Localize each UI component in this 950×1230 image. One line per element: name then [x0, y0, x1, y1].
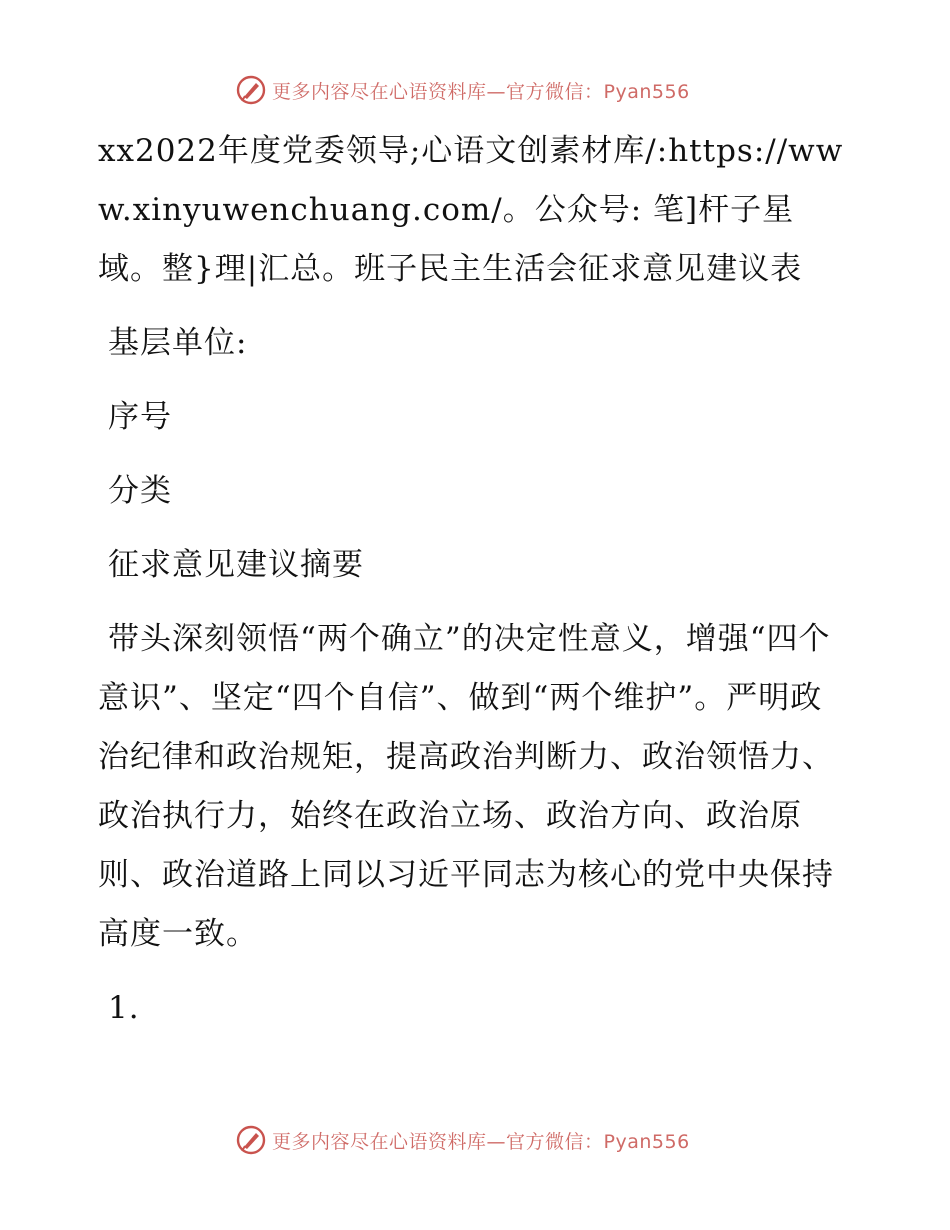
column-number: 序号	[108, 399, 172, 435]
footer-watermark	[236, 1123, 690, 1157]
column-summary: 征求意见建议摘要	[108, 547, 364, 583]
document-body	[98, 122, 850, 1053]
watermark-text: 更多内容尽在心语资料库—官方微信：Pyan556	[272, 1130, 690, 1153]
document-title: xx2022年度党委领导;心语文创素材库/:https://www.xinyuwenchuang.com/。公众号: 笔]杆子星域。整}理|汇总。班子民主生活会征求意见建议表	[98, 133, 844, 287]
watermark-text: 更多内容尽在心语资料库—官方微信：Pyan556	[272, 80, 690, 103]
item-text: 带头深刻领悟“两个确立”的决定性意义，增强“四个意识”、坚定“四个自信”、做到“两个维护”。严明政治纪律和政治规矩，提高政治判断力、政治领悟力、政治执行力，始终在政治立场、政治方向、政治原则、政治道路上同以习近平同志为核心的党中央保持高度一致。	[98, 621, 834, 952]
unit-label: 基层单位:	[108, 325, 248, 361]
column-category: 分类	[108, 473, 172, 509]
quill-seal-icon	[236, 1125, 266, 1155]
item-number: 1.	[108, 990, 140, 1026]
header-watermark	[236, 73, 690, 107]
quill-seal-icon	[236, 75, 266, 105]
